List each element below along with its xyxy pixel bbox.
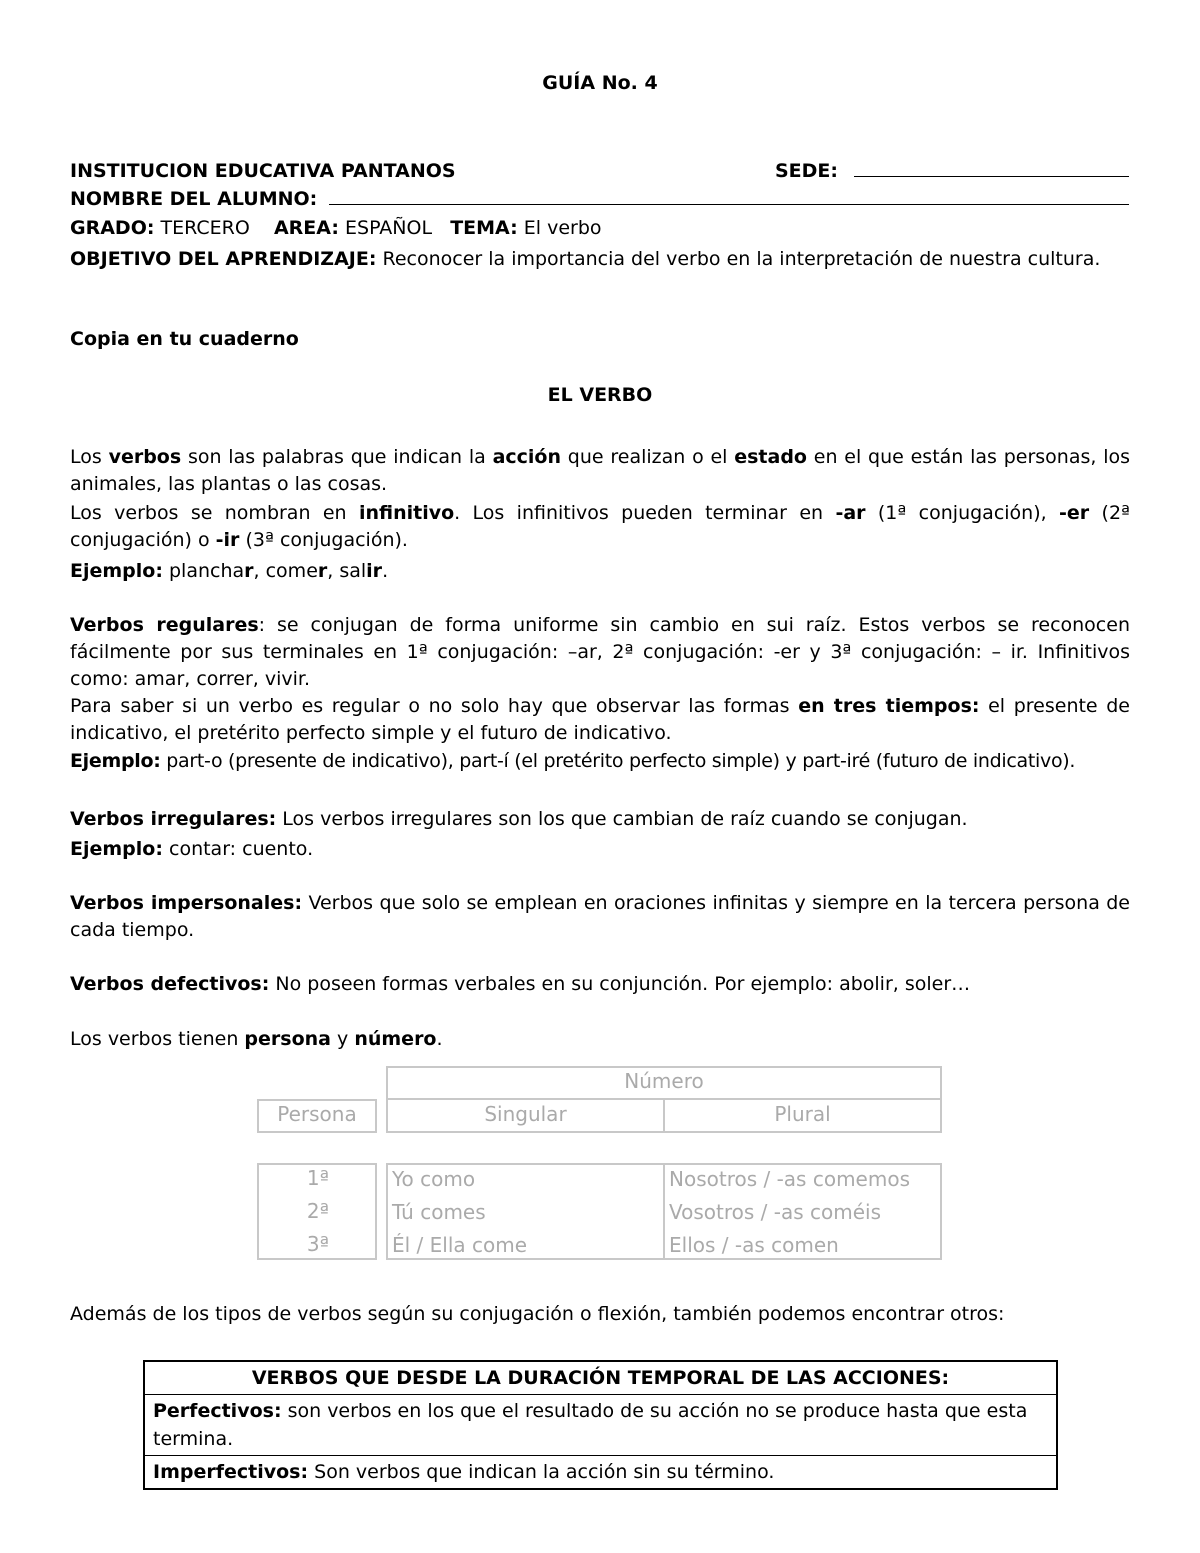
area-label: AREA: — [273, 217, 339, 239]
objective-text: Reconocer la importancia del verbo en la interpretación de nuestra cultura. — [382, 248, 1101, 270]
numero-header: Número — [624, 1069, 704, 1093]
institution-name: INSTITUCION EDUCATIVA PANTANOS — [70, 160, 456, 182]
regular-verbs-example: Ejemplo: part-o (presente de indicativo), part-í (el pretérito perfecto simple) y part-iré (futuro de indicativo). — [70, 750, 1076, 772]
guide-title: GUÍA No. 4 — [542, 72, 658, 94]
duration-table-header: VERBOS QUE DESDE LA DURACIÓN TEMPORAL DE LAS ACCIONES: — [145, 1362, 1056, 1395]
plural-1: Nosotros / -as comemos — [669, 1167, 910, 1191]
student-name-blank[interactable] — [329, 186, 1129, 205]
grade-label: GRADO: — [70, 217, 155, 239]
student-line — [70, 186, 1130, 213]
person-1: 1ª — [306, 1166, 329, 1190]
verb-definition-paragraph: Los verbos son las palabras que indican la acción que realizan o el estado en el que están las personas, los animales, las plantas o las cosas. — [70, 446, 1130, 495]
grade-value: TERCERO — [160, 217, 250, 239]
regular-verbs-paragraph: Verbos regulares: se conjugan de forma uniforme sin cambio en sui raíz. Estos verbos se reconocen fácilmente por sus terminales en 1ª conjugación: –ar, 2ª conjugación: -er y 3ª conjugación: – ir. Infinitivos como: amar, correr, vivir. — [70, 614, 1130, 690]
objective-label: OBJETIVO DEL APRENDIZAJE: — [70, 248, 377, 270]
institution-line — [70, 158, 1130, 185]
instruction: Copia en tu cuaderno — [70, 328, 299, 350]
perfective-label: Perfectivos: — [153, 1400, 282, 1422]
objective-line — [70, 246, 1130, 273]
irregular-verbs-example: Ejemplo: contar: cuento. — [70, 838, 314, 860]
forms-divider — [663, 1164, 665, 1259]
topic-value: El verbo — [523, 217, 602, 239]
perfective-text: son verbos en los que el resultado de su acción no se produce hasta que esta termina. — [153, 1400, 1028, 1450]
imperfective-label: Imperfectivos: — [153, 1461, 309, 1483]
perfective-row — [145, 1395, 1056, 1456]
duration-table — [143, 1360, 1058, 1490]
sede-blank[interactable] — [854, 158, 1129, 177]
plural-3: Ellos / -as comen — [669, 1233, 839, 1257]
infinitive-paragraph: Los verbos se nombran en infinitivo. Los infinitivos pueden terminar en -ar (1ª conjugación), -er (2ª conjugación) o -ir (3ª conjugación). — [70, 502, 1130, 551]
person-2: 2ª — [306, 1199, 329, 1223]
irregular-verbs-paragraph: Verbos irregulares: Los verbos irregulares son los que cambian de raíz cuando se conjugan. — [70, 808, 968, 830]
student-label: NOMBRE DEL ALUMNO: — [70, 188, 318, 210]
persona-header: Persona — [277, 1102, 357, 1126]
singular-1: Yo como — [392, 1167, 476, 1191]
singular-header: Singular — [484, 1102, 567, 1126]
person-3: 3ª — [306, 1232, 329, 1256]
section-title: EL VERBO — [547, 384, 653, 406]
person-number-intro: Los verbos tienen persona y número. — [70, 1028, 443, 1050]
singular-3: Él / Ella come — [392, 1233, 528, 1257]
area-value: ESPAÑOL — [345, 217, 433, 239]
infinitive-example: Ejemplo: planchar, comer, salir. — [70, 560, 389, 582]
topic-label: TEMA: — [450, 217, 518, 239]
sede-label: SEDE: — [775, 160, 839, 182]
grade-line — [70, 215, 1130, 242]
impersonal-verbs-paragraph: Verbos impersonales: Verbos que solo se emplean en oraciones infinitas y siempre en la tercera persona de cada tiempo. — [70, 892, 1131, 941]
regular-verbs-tenses-paragraph: Para saber si un verbo es regular o no solo hay que observar las formas en tres tiempos: el presente de indicativo, el pretérito perfecto simple y el futuro de indicativo. — [70, 695, 1130, 744]
plural-header: Plural — [774, 1102, 831, 1126]
others-intro: Además de los tipos de verbos según su conjugación o flexión, también podemos encontrar otros: — [70, 1303, 1005, 1325]
imperfective-row — [145, 1456, 1056, 1488]
singular-2: Tú comes — [392, 1200, 486, 1224]
sede-field[interactable] — [775, 158, 1129, 185]
imperfective-text: Son verbos que indican la acción sin su término. — [308, 1461, 775, 1483]
defective-verbs-paragraph: Verbos defectivos: No poseen formas verbales en su conjunción. Por ejemplo: abolir, soler… — [70, 973, 971, 995]
plural-2: Vosotros / -as coméis — [669, 1200, 882, 1224]
